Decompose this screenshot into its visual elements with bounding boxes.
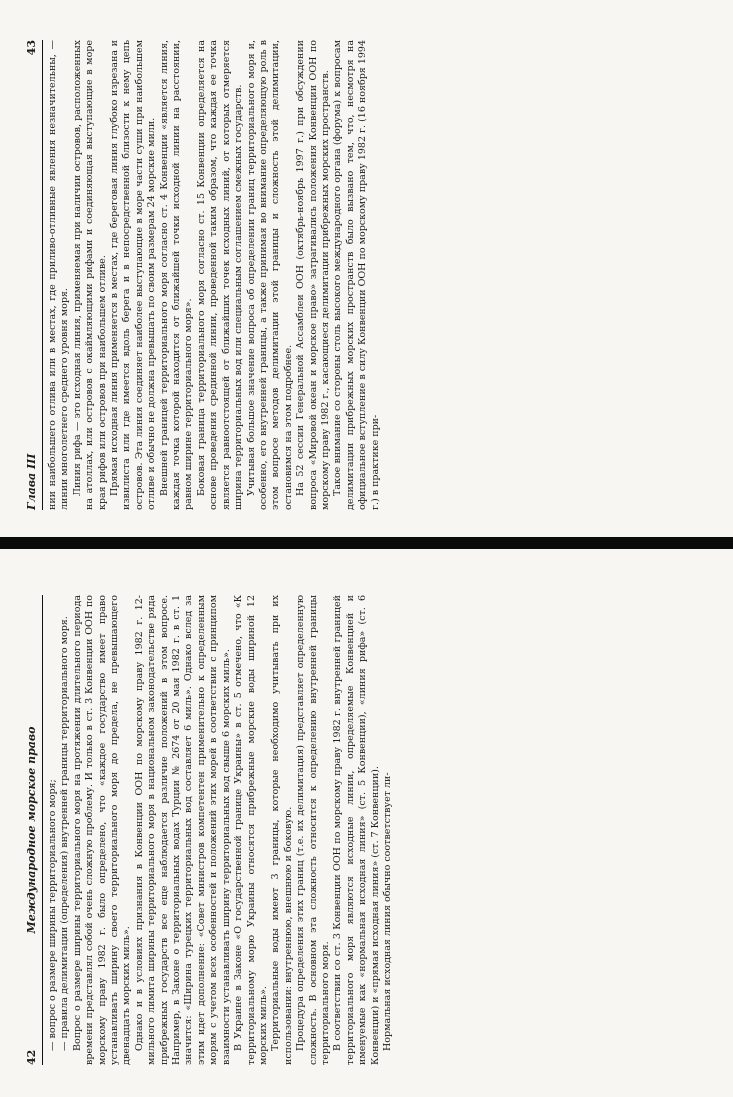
paragraph: В соответствии со ст. 3 Конвенции ООН по морскому праву 1982 г. внутренней границей территориального моря являются исходные линии, определяемые Конвенцией и именуемые как «нормальная исходная линия» (ст. 5 Конвенции), «линия рифа» (ст. 6 Конвенции) и «прямая исходная линия» (ст. 7 Конвенции). [332,595,381,1065]
left-page-header [22,595,43,1065]
left-running-title: Международное морское право [25,726,38,934]
left-page [22,595,454,1065]
paragraph: Внешней границей территориального моря согласно ст. 4 Конвенции «является линия, каждая точка которой находится от ближайшей точки исходной линии на расстоянии, равном ширине территориального моря». [158,40,195,510]
paragraph: Однако и в условиях признания в Конвенции ООН по морскому праву 1982 г. 12-мильного лимита ширины территориального моря в национальном законодательстве ряда прибрежных государств все еще наблюдается различие положений в этом вопросе. Например, в Законе о территориальных водах Турции № 2674 от 20 мая 1982 г. в ст. 1 значится: «Ширина турецких территориальных вод составляет 6 миль». Однако вслед за этим идет дополнение: «Совет министров компетентен применительно к определенным морям с учетом всех особенностей и положений этих морей в соответствии с принципом взаимности устанавливать ширину территориальных вод свыше 6 морских миль». [133,595,232,1065]
paragraph: — вопрос о размере ширины территориального моря; [47,779,58,1051]
book-spine-gutter [0,537,733,549]
paragraph: Нормальная исходная линия обычно соответствует ли- [381,772,393,1051]
paragraph: нии наибольшего отлива или в местах, где приливо-отливные явления незначительны, — линии многолетнего среднего уровня моря. [47,40,71,510]
paragraph: Боковая граница территориального моря согласно ст. 15 Конвенции определяется на основе проведения срединной линии, проведенной таким образом, что каждая ее точка является равноотстоящей от ближайших точек исходных линий, от которых отмеряется ширина территориальных вод или специальным соглашением смежных государств. [195,40,245,510]
paragraph: Вопрос о размере ширины территориального моря на протяжении длительного периода времени представлял собой очень сложную проблему. И только в ст. 3 Конвенции ООН по морскому праву 1982 г. было определено, что «каждое государство имеет право устанавливать ширину своего территориального моря до предела, не превышающего двенадцать морских миль». [71,595,133,1065]
paragraph: Территориальные воды имеют 3 границы, которые необходимо учитывать при их использовании: внутреннюю, внешнюю и боковую. [270,595,294,1065]
left-page-number: 42 [25,1049,38,1065]
paragraph: Учитывая большое значение вопроса об определении границ территориального моря и, особенно, его внутренней границы, а также принимая во внимание определяющую роль в этом вопросе методов делимитации этой границы и сложность этой делимитации, остановимся на этом подробнее. [245,40,294,510]
right-page-body [47,40,527,510]
paragraph: В Украине в Законе «О государственной границе Украины» в ст. 5 отмечено, что «К территориальному морю Украины относятся прибрежные морские воды шириной 12 морских миль». [233,595,269,1065]
left-page-body [47,595,447,1065]
paragraph: Процедура определения этих границ (т.е. их делимитация) представляет определенную сложность. В основном эта сложность относится к определению внутренней границы территориального моря. [295,595,331,1065]
right-page [22,40,534,510]
paragraph: Такое внимание со стороны столь высокого международного органа (форума) к вопросам делимитации прибрежных морских пространств было вызвано тем, что, несмотря на официальное вступление в силу Конвенции ООН по морскому праву 1982 г. (16 ноября 1994 г.) в практике при- [332,40,381,510]
paragraph: Прямая исходная линия применяется в местах, где береговая линия глубоко изрезана и извилиста или где имеется вдоль берега и в непосредственной близости к нему цепь островов. Эта линия соединяет наиболее выступающие в море части суши при наибольшем отливе и обычно не должна превышать по своим размерам 24 морские мили. [109,40,158,510]
paragraph: Линия рифа — это исходная линия, применяемая при наличии островов, расположенных на атоллах, или островов с окаймляющими рифами и соединяющая выступающие в море края рифов или островов при наибольшем отливе. [71,40,108,510]
right-page-number: 43 [25,40,38,56]
right-page-header [22,40,43,510]
paragraph: На 52 сессии Генеральной Ассамблеи ООН (октябрь-ноябрь 1997 г.) при обсуждении вопроса «Мировой океан и морское право» затрагивались положения Конвенции ООН по морскому праву 1982 г., касающиеся делимитации прибрежных морских пространств. [295,40,331,510]
paragraph: — правила делимитации (определения) внутренней границы территориального моря. [59,616,71,1051]
right-running-title: Глава III [25,453,38,510]
